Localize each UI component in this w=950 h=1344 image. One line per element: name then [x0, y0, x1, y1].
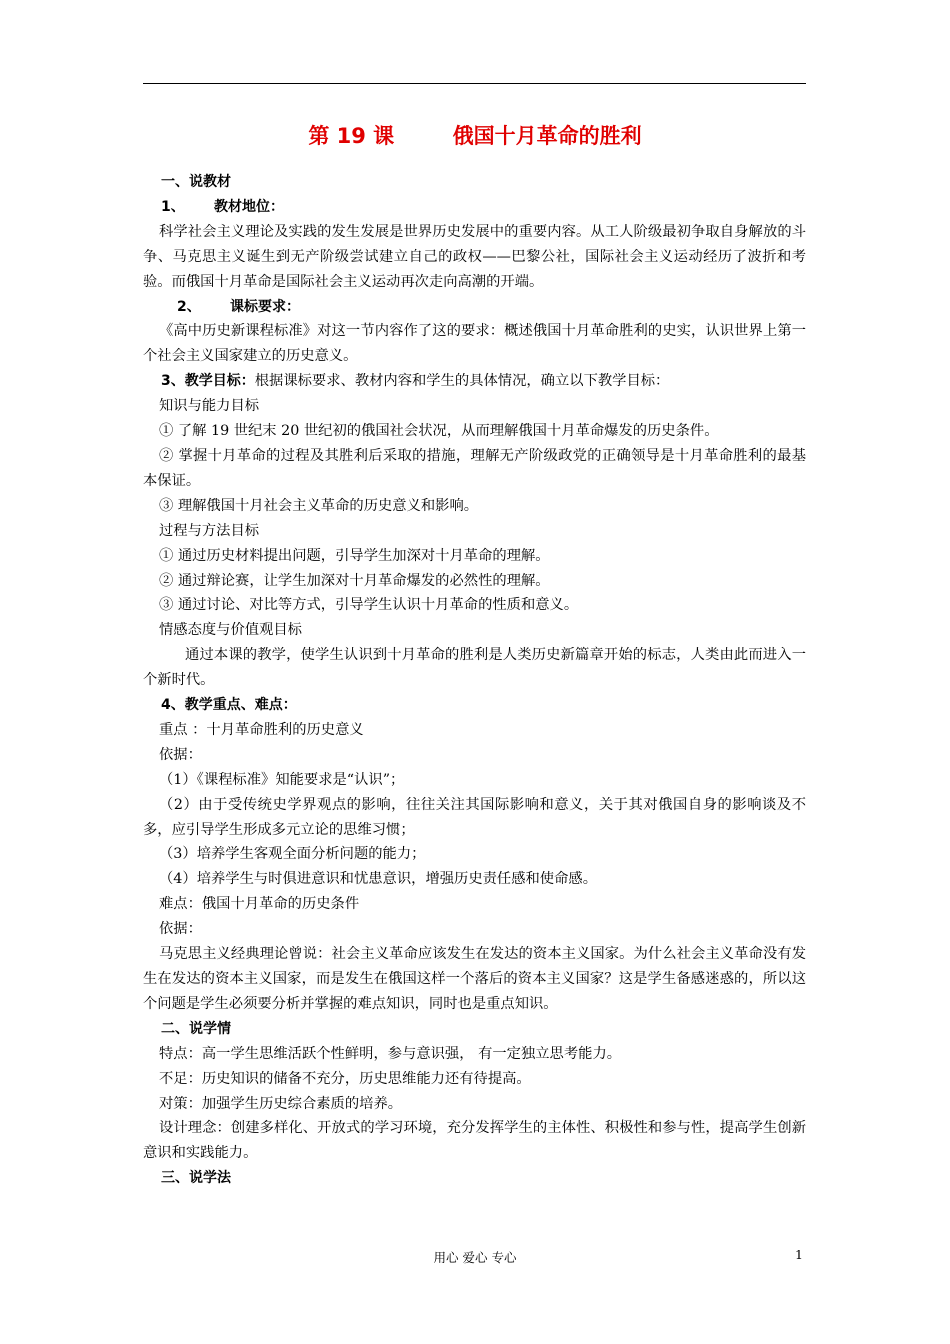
footer-motto: 用心 爱心 专心: [433, 1250, 517, 1265]
document-body: [143, 170, 806, 1191]
lesson-title: 第 19 课 俄国十月革命的胜利: [308, 124, 642, 148]
subheading-key-points: 4、教学重点、难点：: [161, 697, 297, 714]
sub2-number: 2、: [177, 298, 201, 315]
process-item: ② 通过辩论赛，让学生加深对十月革命爆发的必然性的理解。: [159, 572, 550, 589]
basis-paragraph: 马克思主义经典理论曾说：社会主义革命应该发生在发达的资本主义国家。为什么社会主义革命没有发生在发达的资本主义国家，而是发生在俄国这样一个落后的资本主义国家？这是学生备感迷惑的，所以这个问题是学生必须要分析并掌握的难点知识，同时也是重点知识。: [143, 946, 806, 1012]
student-item: 特点：高一学生思维活跃个性鲜明，参与意识强， 有一定独立思考能力。: [159, 1045, 622, 1062]
objective-group-values: 情感态度与价值观目标: [159, 622, 302, 639]
knowledge-item: ② 掌握十月革命的过程及其胜利后采取的措施，理解无产阶级政党的正确领导是十月革命胜利的最基本保证。: [143, 447, 806, 489]
paragraph-curriculum: 《高中历史新课程标准》对这一节内容作了这的要求：概述俄国十月革命胜利的史实，认识世界上第一个社会主义国家建立的历史意义。: [143, 323, 806, 365]
process-item: ③ 通过讨论、对比等方式，引导学生认识十月革命的性质和意义。: [159, 597, 579, 614]
knowledge-item: ① 了解 19 世纪末 20 世纪初的俄国社会状况，从而理解俄国十月革命爆发的历史条件。: [159, 423, 719, 440]
basis-item: （2）由于受传统史学界观点的影响，往往关注其国际影响和意义，关于其对俄国自身的影响谈及不多，应引导学生形成多元立论的思维习惯；: [143, 796, 806, 838]
design-concept: 设计理念：创建多样化、开放式的学习环境，充分发挥学生的主体性、积极性和参与性，提高学生创新意识和实践能力。: [143, 1120, 806, 1162]
sub3-label: 3、教学目标：: [161, 373, 255, 390]
subheading-textbook-position: [143, 195, 806, 220]
section-heading-students: 二、说学情: [161, 1020, 231, 1037]
sub2-label: 课标要求：: [230, 298, 300, 315]
knowledge-item: ③ 理解俄国十月社会主义革命的历史意义和影响。: [159, 497, 479, 514]
basis-label: 依据：: [159, 921, 202, 938]
basis-item: （4）培养学生与时俱进意识和忧患意识，增强历史责任感和使命感。: [159, 871, 597, 888]
objective-group-process: 过程与方法目标: [159, 522, 260, 539]
paragraph-textbook-position: 科学社会主义理论及实践的发生发展是世界历史发展中的重要内容。从工人阶级最初争取自身解放的斗争、马克思主义诞生到无产阶级尝试建立自己的政权——巴黎公社，国际社会主义运动经历了波折和考验。而俄国十月革命是国际社会主义运动再次走向高潮的开端。: [143, 223, 806, 290]
section-heading-textbook: 一、说教材: [161, 174, 231, 190]
section-heading-methods: 三、说学法: [161, 1170, 231, 1187]
subheading-curriculum: [143, 295, 806, 320]
values-paragraph: 通过本课的教学，使学生认识到十月革命的胜利是人类历史新篇章开始的标志，人类由此而进入一个新时代。: [143, 647, 806, 689]
student-item: 对策：加强学生历史综合素质的培养。: [159, 1095, 403, 1112]
student-item: 不足：历史知识的储备不充分，历史思维能力还有待提高。: [159, 1070, 531, 1087]
sub3-text: 根据课标要求、教材内容和学生的具体情况，确立以下教学目标：: [254, 373, 670, 390]
difficult-point: 难点：俄国十月革命的历史条件: [159, 896, 360, 913]
key-point: 重点 ：十月革命胜利的历史意义: [159, 721, 364, 738]
header-rule: [143, 83, 806, 84]
basis-item: （3）培养学生客观全面分析问题的能力；: [159, 846, 426, 863]
basis-label: 依据：: [159, 746, 202, 763]
sub1-number: 1、: [161, 198, 185, 215]
page-number: 1: [795, 1247, 803, 1262]
sub1-label: 教材地位：: [214, 198, 284, 215]
objective-group-knowledge: 知识与能力目标: [159, 398, 260, 415]
subheading-objectives: [143, 369, 806, 394]
basis-item: （1）《课程标准》知能要求是“认识”；: [159, 771, 405, 788]
process-item: ① 通过历史材料提出问题，引导学生加深对十月革命的理解。: [159, 547, 550, 564]
